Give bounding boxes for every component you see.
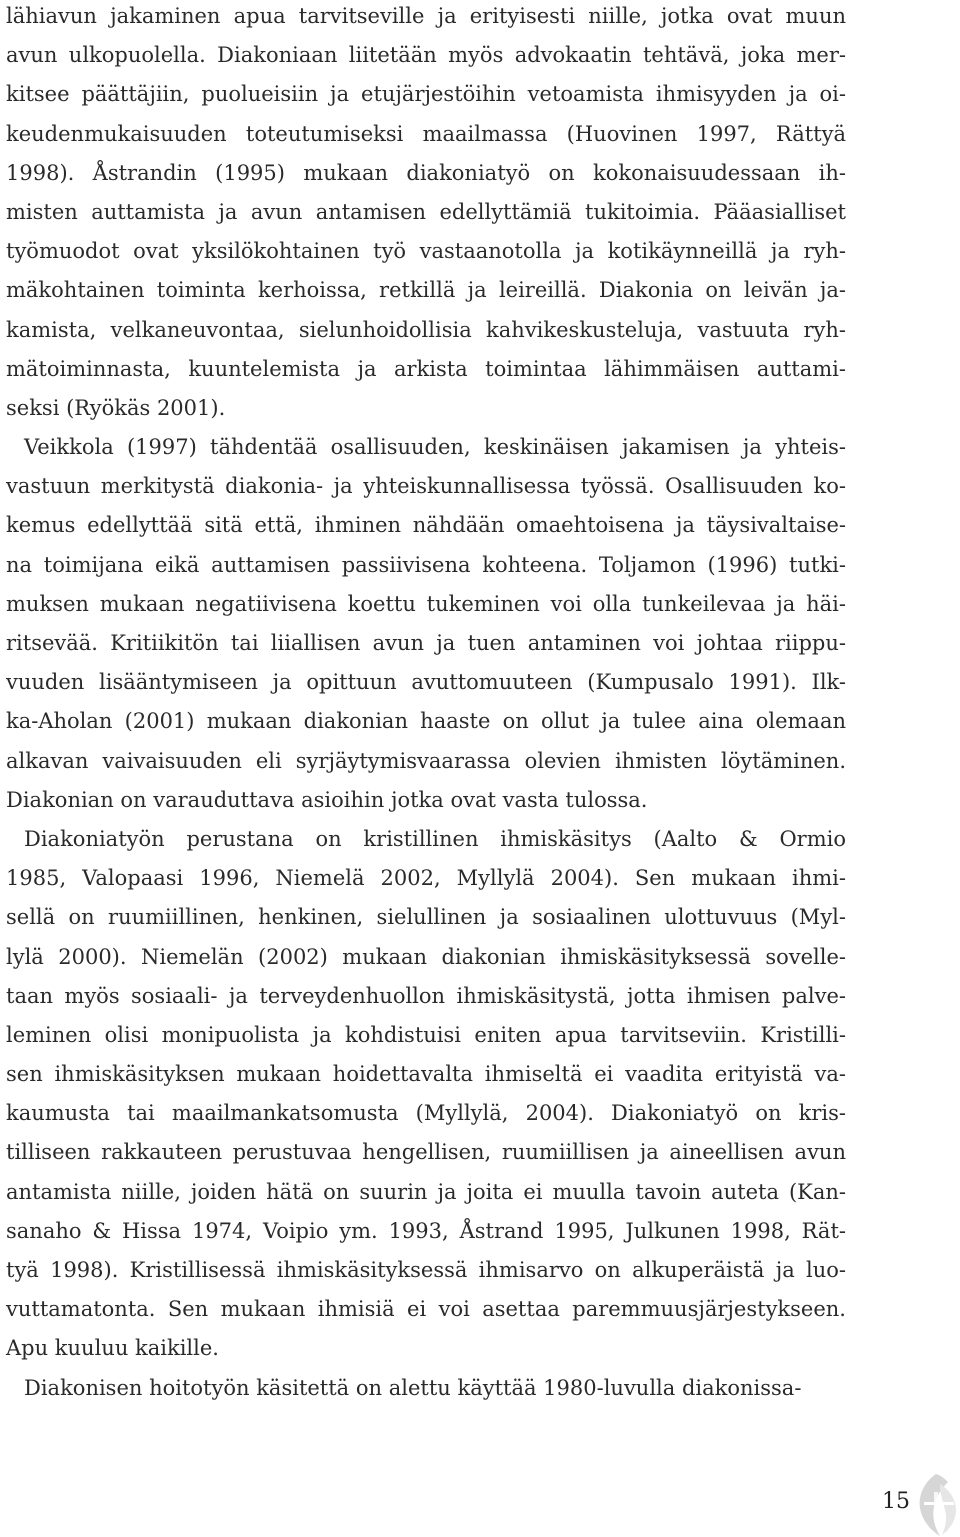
text-line: vastuun merkitystä diakonia- ja yhteiskunnallisessa työssä. Osallisuuden ko- [6,474,846,499]
corner-logo-icon [914,1472,960,1537]
text-line: mäkohtainen toiminta kerhoissa, retkillä ja leireillä. Diakonia on leivän ja- [6,278,846,303]
text-line: leminen olisi monipuolista ja kohdistuisi eniten apua tarvitseviin. Kristilli- [6,1022,846,1047]
text-line: 1998). Åstrandin (1995) mukaan diakoniatyö on kokonaisuudessaan ih- [6,160,846,185]
text-line: Diakonisen hoitotyön käsitettä on alettu käyttää 1980-luvulla diakonissa- [24,1375,802,1400]
text-line: lähiavun jakaminen apua tarvitseville ja erityisesti niille, jotka ovat muun [6,4,846,28]
text-line: ritsevää. Kritiikitön tai liiallisen avun ja tuen antaminen voi johtaa riippu- [6,631,846,655]
text-line: Diakonian on varauduttava asioihin jotka ovat vasta tulossa. [6,787,648,812]
text-line: kaumusta tai maailmankatsomusta (Myllylä, 2004). Diakoniatyö on kris- [6,1101,846,1126]
text-line: keudenmukaisuuden toteutumiseksi maailmassa (Huovinen 1997, Rättyä [6,121,846,146]
text-line: tilliseen rakkauteen perustuvaa hengellisen, ruumiillisen ja aineellisen avun [6,1140,846,1165]
text-line: tyä 1998). Kristillisessä ihmiskäsityksessä ihmisarvo on alkuperäistä ja luo- [6,1258,846,1282]
text-line: sellä on ruumiillinen, henkinen, sielullinen ja sosiaalinen ulottuvuus (Myl- [6,905,846,930]
text-line: Diakoniatyön perustana on kristillinen ihmiskäsitys (Aalto & Ormio [24,826,846,851]
text-line: sanaho & Hissa 1974, Voipio ym. 1993, Åstrand 1995, Julkunen 1998, Rät- [6,1218,846,1243]
text-line: sen ihmiskäsityksen mukaan hoidettavalta ihmiseltä ei vaadita erityistä va- [6,1062,846,1087]
text-line: mätoiminnasta, kuuntelemista ja arkista toimintaa lähimmäisen auttami- [6,356,846,381]
text-line: työmuodot ovat yksilökohtainen työ vastaanotolla ja kotikäynneillä ja ryh- [6,239,846,264]
text-line: na toimijana eikä auttamisen passiivisena kohteena. Toljamon (1996) tutki- [6,552,846,577]
text-line: ka-Aholan (2001) mukaan diakonian haaste on ollut ja tulee aina olemaan [6,709,846,734]
page-number: 15 [882,1489,910,1514]
text-line: misten auttamista ja avun antamisen edellyttämiä tukitoimia. Pääasialliset [6,199,846,224]
text-line: avun ulkopuolella. Diakoniaan liitetään myös advokaatin tehtävä, joka mer- [6,43,846,68]
text-line: kamista, velkaneuvontaa, sielunhoidollisia kahvikeskusteluja, vastuuta ryh- [6,317,846,342]
text-line: kitsee päättäjiin, puolueisiin ja etujärjestöihin vetoamista ihmisyyden ja oi- [6,82,846,107]
text-line: vuuden lisääntymiseen ja opittuun avuttomuuteen (Kumpusalo 1991). Ilk- [6,670,846,695]
text-line: kemus edellyttää sitä että, ihminen nähdään omaehtoisena ja täysivaltaise- [6,513,846,538]
text-line: 1985, Valopaasi 1996, Niemelä 2002, Myllylä 2004). Sen mukaan ihmi- [6,866,846,891]
text-line: seksi (Ryökäs 2001). [6,395,226,420]
text-line: Apu kuuluu kaikille. [6,1336,219,1361]
text-line: muksen mukaan negatiivisena koettu tukeminen voi olla tunkeilevaa ja häi- [6,591,846,616]
text-line: antamista niille, joiden hätä on suurin ja joita ei muulla tavoin auteta (Kan- [6,1179,846,1204]
text-line: alkavan vaivaisuuden eli syrjäytymisvaarassa olevien ihmisten löytäminen. [6,748,846,773]
text-line: Veikkola (1997) tähdentää osallisuuden, keskinäisen jakamisen ja yhteis- [24,435,846,460]
text-line: taan myös sosiaali- ja terveydenhuollon ihmiskäsitystä, jotta ihmisen palve- [6,983,846,1008]
text-line: lylä 2000). Niemelän (2002) mukaan diakonian ihmiskäsityksessä sovelle- [6,944,846,969]
text-line: vuttamatonta. Sen mukaan ihmisiä ei voi asettaa paremmuusjärjestykseen. [6,1297,846,1322]
body-text [6,1,846,1412]
